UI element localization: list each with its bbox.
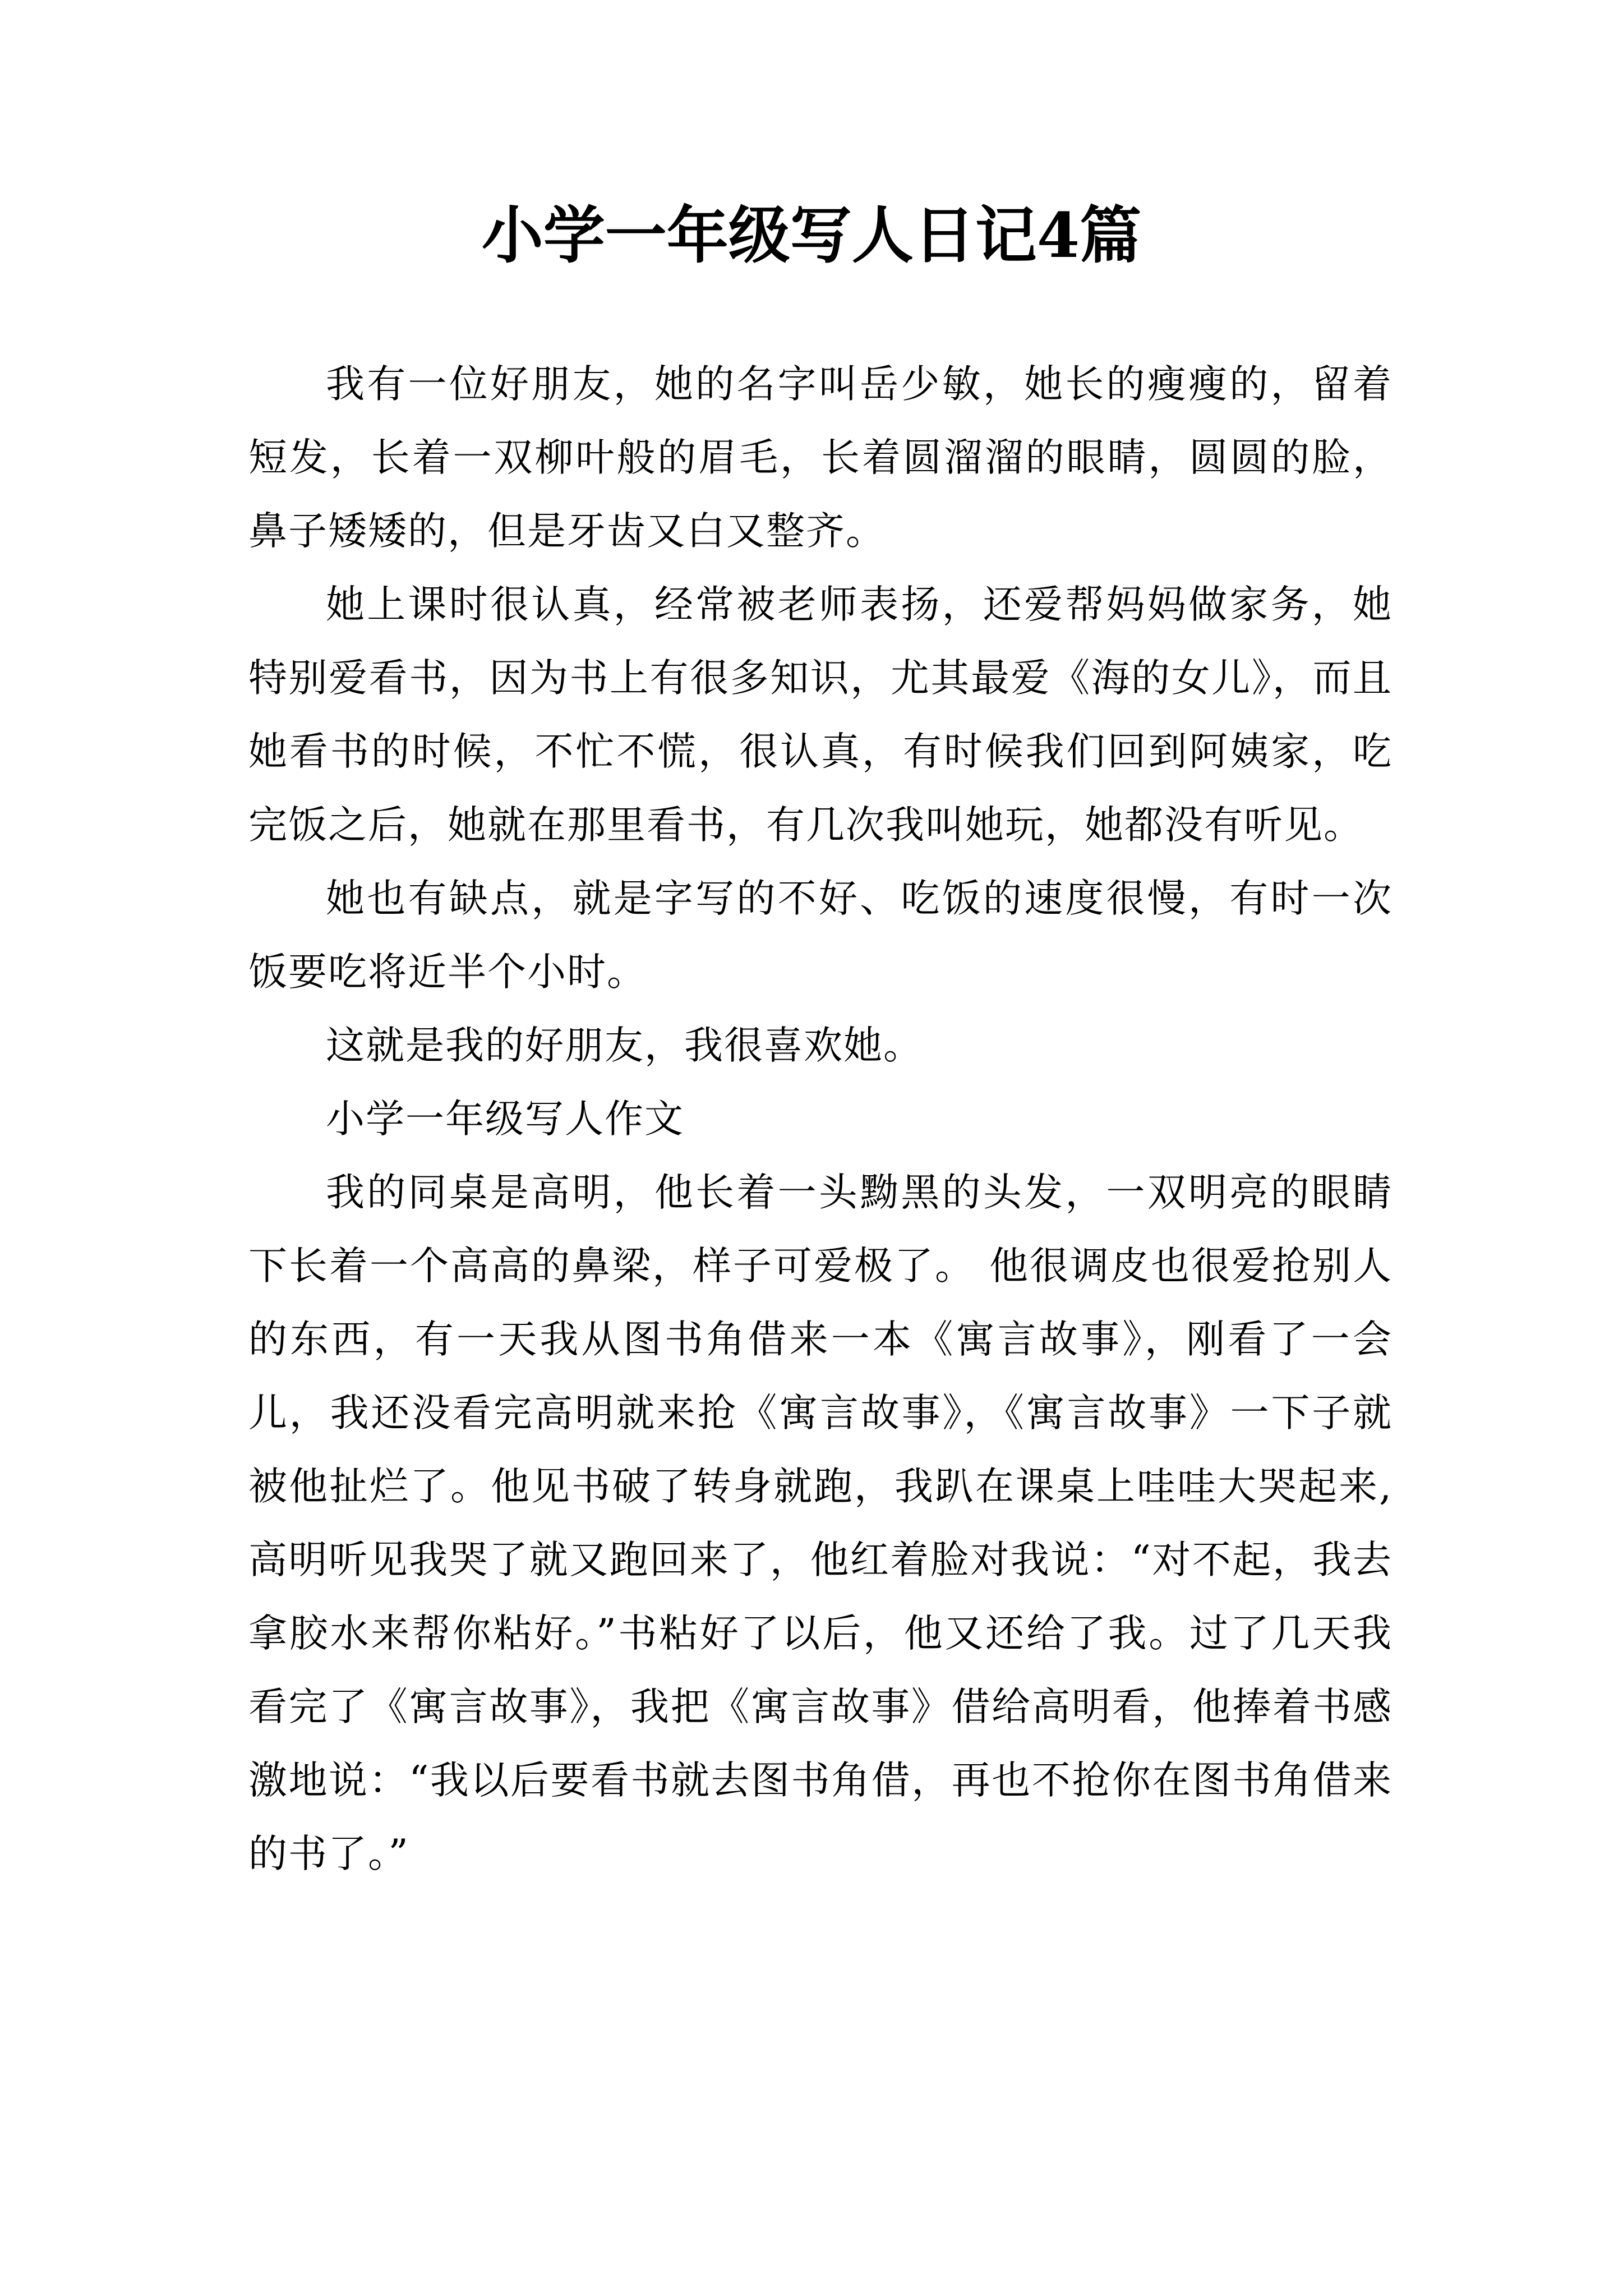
paragraph-3: 她也有缺点，就是字写的不好、吃饭的速度很慢，有时一次饭要吃将近半个小时。: [248, 876, 1393, 995]
paragraph-1: 我有一位好朋友，她的名字叫岳少敏，她长的瘦瘦的，留着短发，长着一双柳叶般的眉毛，长着圆溜溜的眼睛，圆圆的脸，鼻子矮矮的，但是牙齿又白又整齐。: [248, 362, 1393, 554]
paragraph-5: 我的同桌是高明，他长着一头黝黑的头发，一双明亮的眼睛下长着一个高高的鼻梁，样子可爱极了。 他很调皮也很爱抢别人的东西，有一天我从图书角借来一本《寓言故事》，刚看了一会儿，我还没看完高明就来抢《寓言故事》，《寓言故事》一下子就被他扯烂了。他见书破了转身就跑，我趴在课桌上哇哇大哭起来,高明听见我哭了就又跑回来了，他红着脸对我说：“对不起，我去拿胶水来帮你粘好。”书粘好了以后，他又还给了我。过了几天我看完了《寓言故事》，我把《寓言故事》借给高明看，他捧着书感激地说：“我以后要看书就去图书角借，再也不抢你在图书角借来的书了。”: [248, 1170, 1393, 1876]
paragraph-2: 她上课时很认真，经常被老师表扬，还爱帮妈妈做家务，她特别爱看书，因为书上有很多知识，尤其最爱《海的女儿》，而且她看书的时候，不忙不慌，很认真，有时候我们回到阿姨家，吃完饭之后，她就在那里看书，有几次我叫她玩，她都没有听见。: [248, 582, 1393, 848]
document-body: [248, 348, 1393, 1891]
document-title: 小学一年级写人日记4篇: [481, 199, 1142, 272]
paragraph-4: 这就是我的好朋友，我很喜欢她。: [326, 1023, 923, 1068]
section-heading: 小学一年级写人作文: [326, 1097, 684, 1142]
